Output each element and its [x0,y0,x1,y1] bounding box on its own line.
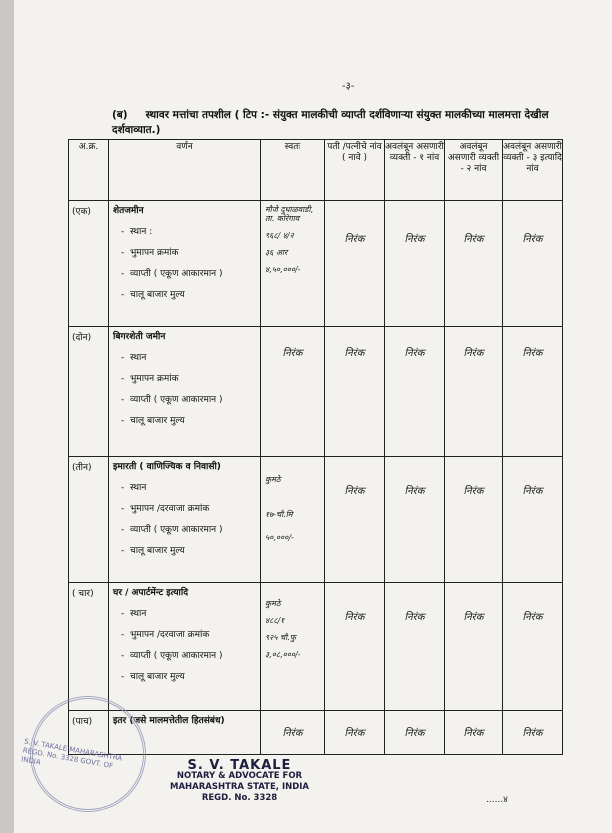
page-number: -३- [342,81,355,92]
property-table [68,139,563,755]
row-item: - चालू बाजार मुल्य [121,672,185,682]
notary-name: S. V. TAKALE [187,758,292,773]
section-label: (ब) [112,109,128,121]
notary-line-1: NOTARY & ADVOCATE FOR [176,771,303,781]
row-description [109,457,261,583]
section-heading [112,108,582,138]
nil-entry: निरंक [385,583,445,711]
nil-entry: निरंक [503,201,563,327]
self-values: कुमठे ४८८/१ ९२५ चौ.फु ३,०८,०००/- [261,583,325,711]
row-item: - स्थान : [121,227,153,237]
nil-entry: निरंक [325,711,385,755]
table-row [69,457,563,583]
self-values: निरंक [261,711,325,755]
table-row [69,583,563,711]
row-description [109,201,261,327]
row-item: - व्याप्ती ( एकूण आकारमान ) [121,269,223,279]
nil-entry: निरंक [503,457,563,583]
row-item: - व्याप्ती ( एकूण आकारमान ) [121,651,223,661]
nil-entry: निरंक [385,457,445,583]
nil-entry: निरंक [385,711,445,755]
col-header-description: वर्णन [109,140,261,201]
notary-block [170,760,309,804]
notary-line-2: MAHARASHTRA STATE, INDIA [170,782,310,792]
row-item: - व्याप्ती ( एकूण आकारमान ) [121,525,223,535]
nil-entry: निरंक [445,711,503,755]
continuation-marker: ......४ [486,795,508,805]
row-category: घर / अपार्टमेंन्ट इत्यादि [113,588,188,598]
nil-entry: निरंक [445,457,503,583]
nil-entry: निरंक [445,583,503,711]
row-item: - स्थान [121,609,147,619]
nil-entry: निरंक [445,327,503,457]
section-text: स्थावर मत्तांचा तपशील ( टिप :- संयुक्त मालकीची व्याप्ती दर्शविणाऱ्या संयुक्त मालकीच्या मालमत्ता देखील दर्शवाव्यात.) [112,109,549,136]
row-category: शेतजमीन [113,206,144,216]
row-item: - स्थान [121,483,147,493]
row-item: - चालू बाजार मुल्य [121,546,185,556]
row-category: इमारती ( वाणिज्यिक व निवासी) [113,462,221,472]
nil-entry: निरंक [325,457,385,583]
row-sr: (पाच) [69,711,109,755]
nil-entry: निरंक [325,583,385,711]
notary-line-3: REGD. No. 3328 [201,793,278,803]
nil-entry: निरंक [503,327,563,457]
row-description [109,583,261,711]
row-item: - भुमापन /दरवाजा क्रमांक [121,630,210,640]
row-item: - चालू बाजार मुल्य [121,416,185,426]
row-item: - स्थान [121,353,147,363]
nil-entry: निरंक [503,711,563,755]
row-item: - भुमापन /दरवाजा क्रमांक [121,504,210,514]
nil-entry: निरंक [325,201,385,327]
seal-text: S. V. TAKALE MAHARASHTRA REGD. No. 3328 GOVT. OF INDIA [20,737,123,771]
col-header-self: स्वतः [261,140,325,201]
row-item: - भुमापन क्रमांक [121,374,179,384]
nil-entry: निरंक [385,327,445,457]
col-header-dependent-1: अवलंबून असणारी व्यक्ती - १ नांव [385,140,445,201]
self-values: निरंक [261,327,325,457]
row-item: - भुमापन क्रमांक [121,248,179,258]
row-sr: (दोन) [69,327,109,457]
nil-entry: निरंक [385,201,445,327]
nil-entry: निरंक [325,327,385,457]
nil-entry: निरंक [503,583,563,711]
col-header-spouse: पती /पत्नीचे नांव ( नावे ) [325,140,385,201]
col-header-dependent-3: अवलंबून असणारी व्यक्ती - ३ इत्यादि नांव [503,140,563,201]
self-values: कुमठे १७-चौ.मि ५०,०००/- [261,457,325,583]
row-category: इतर (जसे मालमत्तेतील हितसंबंध) [113,716,225,726]
row-sr: ( चार) [69,583,109,711]
nil-entry: निरंक [445,201,503,327]
self-values: मौजे दुधाळवाडी, ता. कोरेगाव ९६८/ ४/२ ३६ आर ४,५०,०००/- [261,201,325,327]
col-header-dependent-2: अवलंबून असणारी व्यक्ती - २ नांव [445,140,503,201]
row-sr: (तीन) [69,457,109,583]
col-header-sr: अ.क्र. [69,140,109,201]
table-header-row [69,140,563,201]
table-row [69,201,563,327]
row-description [109,327,261,457]
row-category: बिगरशेती जमीन [113,332,166,342]
row-item: - चालू बाजार मुल्य [121,290,185,300]
row-sr: (एक) [69,201,109,327]
row-item: - व्याप्ती ( एकूण आकारमान ) [121,395,223,405]
table-row [69,327,563,457]
